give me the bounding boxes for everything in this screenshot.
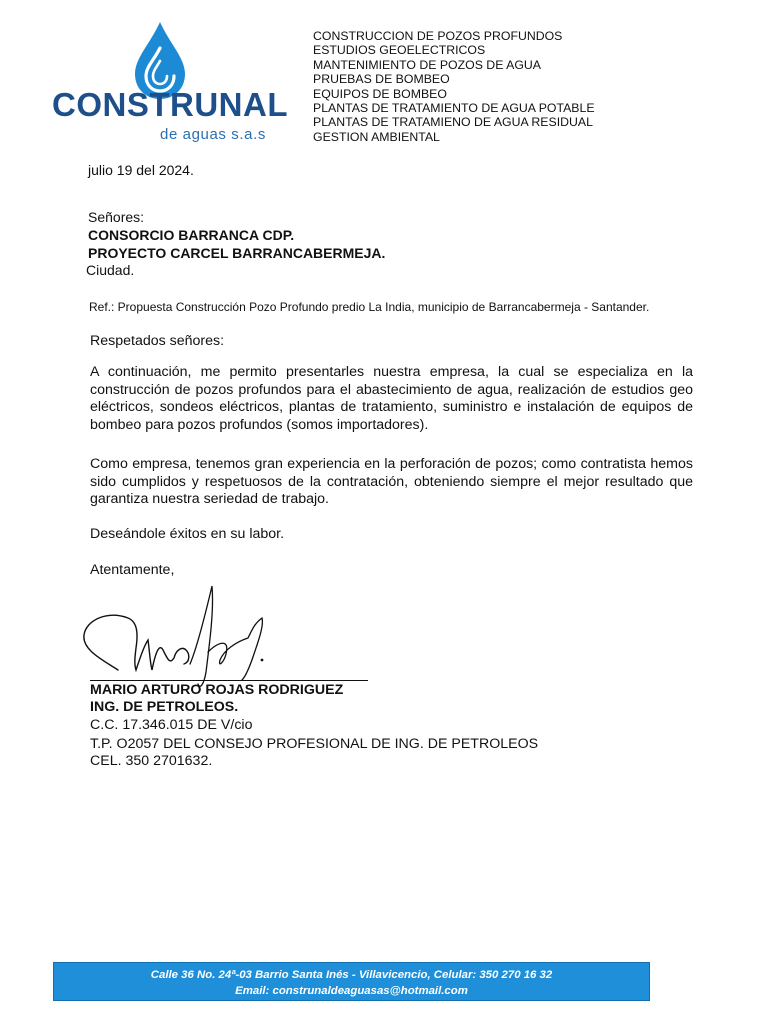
signer-id: C.C. 17.346.015 DE V/cio	[90, 717, 253, 733]
greeting: Señores:	[88, 209, 145, 225]
handwritten-signature	[78, 580, 278, 692]
service-item: EQUIPOS DE BOMBEO	[313, 86, 447, 101]
recipient-project: PROYECTO CARCEL BARRANCABERMEJA.	[88, 245, 386, 261]
letter-date: julio 19 del 2024.	[88, 162, 194, 178]
salutation: Respetados señores:	[90, 333, 225, 349]
service-item: GESTION AMBIENTAL	[313, 129, 440, 144]
recipient-company: CONSORCIO BARRANCA CDP.	[88, 227, 295, 243]
reference-line: Ref.: Propuesta Construcción Pozo Profundo predio La India, municipio de Barrancabermeja - Santander.	[89, 300, 650, 314]
services-list	[313, 29, 595, 144]
body-paragraph-1: A continuación, me permito presentarles nuestra empresa, la cual se especializa en la construcción de pozos profundos para el abastecimiento de agua, realización de estudios geo eléctricos, sondeos eléctricos, plantas de tratamiento, suministro e instalación de equipos de bombeo para pozos profundos (somos importadores).	[90, 364, 693, 433]
footer-email: Email: construnaldeaguasas@hotmail.com	[235, 985, 468, 997]
brand-subtitle: de aguas s.a.s	[160, 126, 266, 143]
signer-phone: CEL. 350 2701632.	[90, 753, 213, 769]
footer-contact-bar	[53, 962, 650, 1001]
service-item: PLANTAS DE TRATAMIENO DE AGUA RESIDUAL	[313, 115, 593, 130]
signer-name: MARIO ARTURO ROJAS RODRIGUEZ	[90, 682, 344, 698]
service-item: MANTENIMIENTO DE POZOS DE AGUA	[313, 57, 541, 72]
body-paragraph-3: Deseándole éxitos en su labor.	[90, 526, 285, 542]
signature-line	[90, 680, 368, 681]
service-item: PRUEBAS DE BOMBEO	[313, 72, 450, 87]
closing: Atentamente,	[90, 562, 175, 578]
footer-address: Calle 36 No. 24ª-03 Barrio Santa Inés - Villavicencio, Celular: 350 270 16 32	[150, 969, 553, 981]
brand-wordmark: CONSTRUNAL	[52, 86, 288, 123]
signer-title: ING. DE PETROLEOS.	[90, 699, 239, 715]
service-item: ESTUDIOS GEOELECTRICOS	[313, 43, 486, 58]
service-item: CONSTRUCCION DE POZOS PROFUNDOS	[313, 29, 563, 43]
recipient-city: Ciudad.	[86, 262, 135, 278]
body-paragraph-2: Como empresa, tenemos gran experiencia en la perforación de pozos; como contratista hemos sido cumplidos y respetuosos de la contratación, obteniendo siempre el mejor resultado que garantiza nuestra seriedad de trabajo.	[90, 456, 693, 507]
service-item: PLANTAS DE TRATAMIENTO DE AGUA POTABLE	[313, 101, 595, 116]
signer-license: T.P. O2057 DEL CONSEJO PROFESIONAL DE ING. DE PETROLEOS	[90, 736, 539, 752]
